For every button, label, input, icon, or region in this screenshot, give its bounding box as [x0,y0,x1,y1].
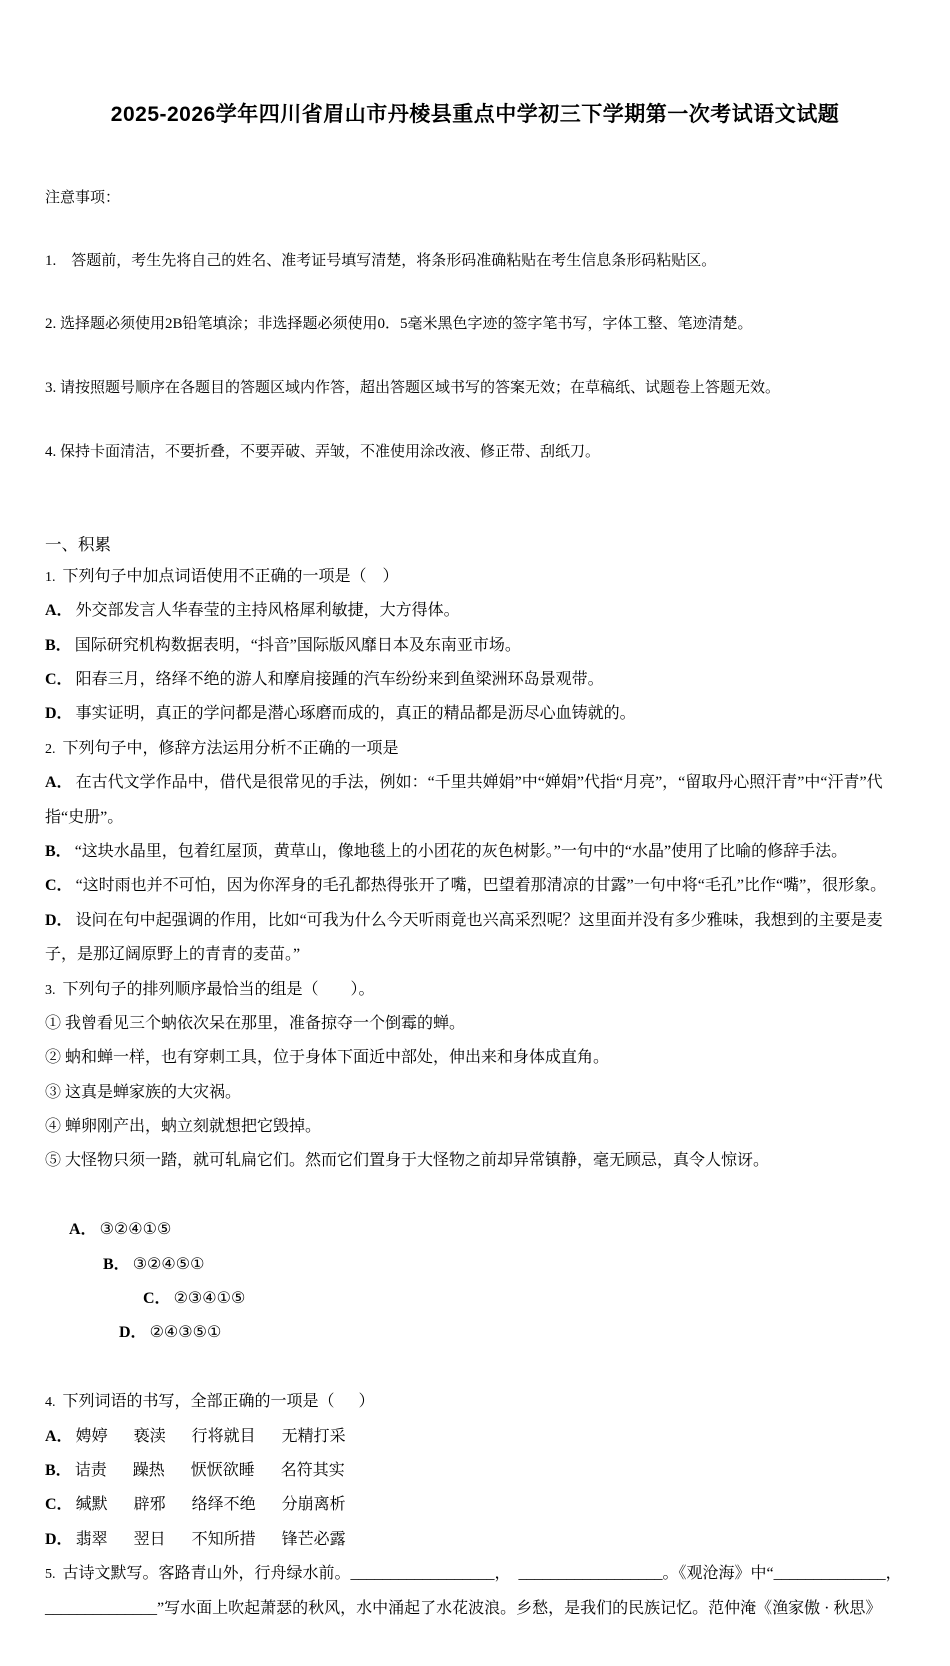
section-heading: 一、积累 [45,534,111,554]
option-label: D． [45,1530,73,1548]
notice-item-4: 4. 保持卡面清洁，不要折叠，不要弄破、弄皱，不准使用涂改液、修正带、刮纸刀。 [45,443,601,460]
option-word: 名符其实 [280,1462,345,1479]
question-5-number: 5. [45,1567,56,1583]
question-2-option-b [45,835,905,869]
question-2-stem: 下列句子中，修辞方法运用分析不正确的一项是 [62,739,399,757]
option-word: 恹恹欲睡 [190,1462,255,1479]
question-4-option-b [45,1454,905,1488]
answer-choice-label: A． [69,1221,97,1239]
question-2-number: 2. [45,741,56,757]
answer-choice-d [119,1316,221,1350]
option-label: C． [45,1496,73,1514]
question-4-option-d [45,1523,905,1557]
option-text: 阳春三月，络绎不绝的游人和摩肩接踵的汽车纷纷来到鱼梁洲环岛景观带。 [75,671,604,689]
question-4-stem: 下列词语的书写，全部正确的一项是（ ） [62,1393,375,1411]
option-word: 络绎不绝 [191,1496,256,1514]
question-2-option-d [45,904,905,973]
question-3-sentence-4: ④ 蝉卵刚产出，蚋立刻就想把它毁掉。 [45,1118,322,1136]
question-1-option-b [45,629,905,663]
option-word: 亵渎 [133,1427,166,1445]
question-3-stem: 下列句子的排列顺序最恰当的组是（ ）。 [62,980,375,998]
option-label: B． [45,636,72,654]
option-word: 分崩离析 [281,1496,346,1514]
question-1-stem-row [45,560,905,594]
notice-section [45,150,905,503]
answer-choice-value: ②④③⑤① [149,1324,222,1342]
option-label: C． [45,671,73,689]
question-1-option-c [45,663,905,697]
option-word: 无精打采 [281,1427,346,1445]
option-word: 行将就目 [191,1427,256,1445]
question-5-text: 古诗文默写。客路青山外，行舟绿水前。__________________， __________________。《观沧海》中“______________，______________”写水面上吹起萧瑟的秋风，水中涌起了水花波浪。乡愁，是我们的民族记忆。范仲淹《渔家傲 · 秋思》 [45,1565,902,1617]
answer-choice-label: C． [143,1290,171,1308]
question-5 [45,1557,905,1626]
question-1-stem: 下列句子中加点词语使用不正确的一项是（ ） [62,567,399,585]
option-word: 娉婷 [75,1427,108,1445]
question-4-option-c [45,1488,905,1522]
option-label: D． [45,705,73,723]
question-2-option-a [45,766,905,835]
notice-heading: 注意事项： [45,190,121,206]
option-text: 国际研究机构数据表明，“抖音”国际版风靡日本及东南亚市场。 [74,636,521,654]
question-2 [45,732,905,973]
answer-choice-a [69,1213,171,1247]
answer-choice-value: ③②④⑤① [132,1255,205,1273]
option-word: 诘责 [74,1462,107,1479]
question-1-number: 1. [45,569,56,585]
option-text: 设问在句中起强调的作用，比如“可我为什么今天听雨竟也兴高采烈呢？这里面并没有多少雅味，我想到的主要是麦子，是那辽阔原野上的青青的麦苗。” [45,911,883,964]
option-word: 不知所措 [191,1530,256,1548]
question-3-sentence-2: ② 蚋和蝉一样，也有穿刺工具，位于身体下面近中部处，伸出来和身体成直角。 [45,1049,610,1067]
question-4-stem-row [45,1385,905,1419]
notice-item-1: 1. 答题前，考生先将自己的姓名、准考证号填写清楚，将条形码准确粘贴在考生信息条形码粘贴区。 [45,252,717,269]
question-4-number: 4. [45,1395,56,1411]
question-3-stem-row [45,973,905,1007]
option-label: D． [45,911,73,929]
question-4-option-a [45,1420,905,1454]
option-text: “这时雨也并不可怕，因为你浑身的毛孔都热得张开了嘴，巴望着那清凉的甘露”一句中将“毛孔”比作“嘴”，很形象。 [75,877,887,895]
answer-choice-c [143,1282,245,1316]
option-label: B． [45,1462,72,1479]
option-text: 事实证明，真正的学问都是潜心琢磨而成的，真正的精品都是沥尽心血铸就的。 [75,705,636,723]
question-5-text-row [45,1557,905,1626]
notice-item-3: 3. 请按照题号顺序在各题目的答题区域内作答，超出答题区域书写的答案无效；在草稿纸、试题卷上答题无效。 [45,380,781,396]
option-label: A． [45,774,73,792]
option-text: “这块水晶里，包着红屋顶，黄草山，像地毯上的小团花的灰色树影。”一句中的“水晶”使用了比喻的修辞手法。 [74,842,848,860]
question-2-option-c [45,869,905,903]
option-label: B． [45,842,72,860]
page-title: 2025-2026学年四川省眉山市丹棱县重点中学初三下学期第一次考试语文试题 [110,103,840,126]
question-3-number: 3. [45,982,56,998]
option-text: 外交部发言人华春莹的主持风格犀利敏捷，大方得体。 [75,602,460,620]
option-label: A． [45,1427,73,1445]
answer-choice-value: ②③④①⑤ [173,1290,246,1308]
answer-choice-label: D． [119,1324,147,1342]
question-3-sentence-3: ③ 这真是蝉家族的大灾祸。 [45,1083,242,1101]
option-word: 翡翠 [75,1530,108,1548]
answer-choice-b [103,1248,204,1282]
option-word: 锋芒必露 [281,1530,346,1548]
question-3-answer-choices [45,1179,905,1385]
option-label: A． [45,602,73,620]
question-1-option-a [45,594,905,628]
question-4 [45,1385,905,1557]
option-text: 在古代文学作品中，借代是很常见的手法，例如：“千里共婵娟”中“婵娟”代指“月亮”，“留取丹心照汗青”中“汗青”代指“史册”。 [45,774,883,826]
option-label: C． [45,877,73,895]
option-word: 翌日 [133,1530,166,1548]
question-1-option-d [45,697,905,731]
question-3 [45,973,905,1386]
option-word: 缄默 [75,1496,108,1514]
question-3-sentence-5: ⑤ 大怪物只须一踏，就可轧扁它们。然而它们置身于大怪物之前却异常镇静，毫无顾忌，真令人惊讶。 [45,1152,770,1170]
answer-choice-label: B． [103,1255,130,1273]
answer-choice-value: ③②④①⑤ [99,1221,172,1239]
question-1 [45,560,905,732]
option-word: 辟邪 [133,1496,166,1514]
notice-item-2: 2. 选择题必须使用2B铅笔填涂；非选择题必须使用0．5毫米黑色字迹的签字笔书写，字体工整、笔迹清楚。 [45,316,753,333]
question-2-stem-row [45,732,905,766]
question-3-sentence-1: ① 我曾看见三个蚋依次呆在那里，准备掠夺一个倒霉的蝉。 [45,1014,466,1032]
option-word: 躁热 [132,1462,165,1479]
